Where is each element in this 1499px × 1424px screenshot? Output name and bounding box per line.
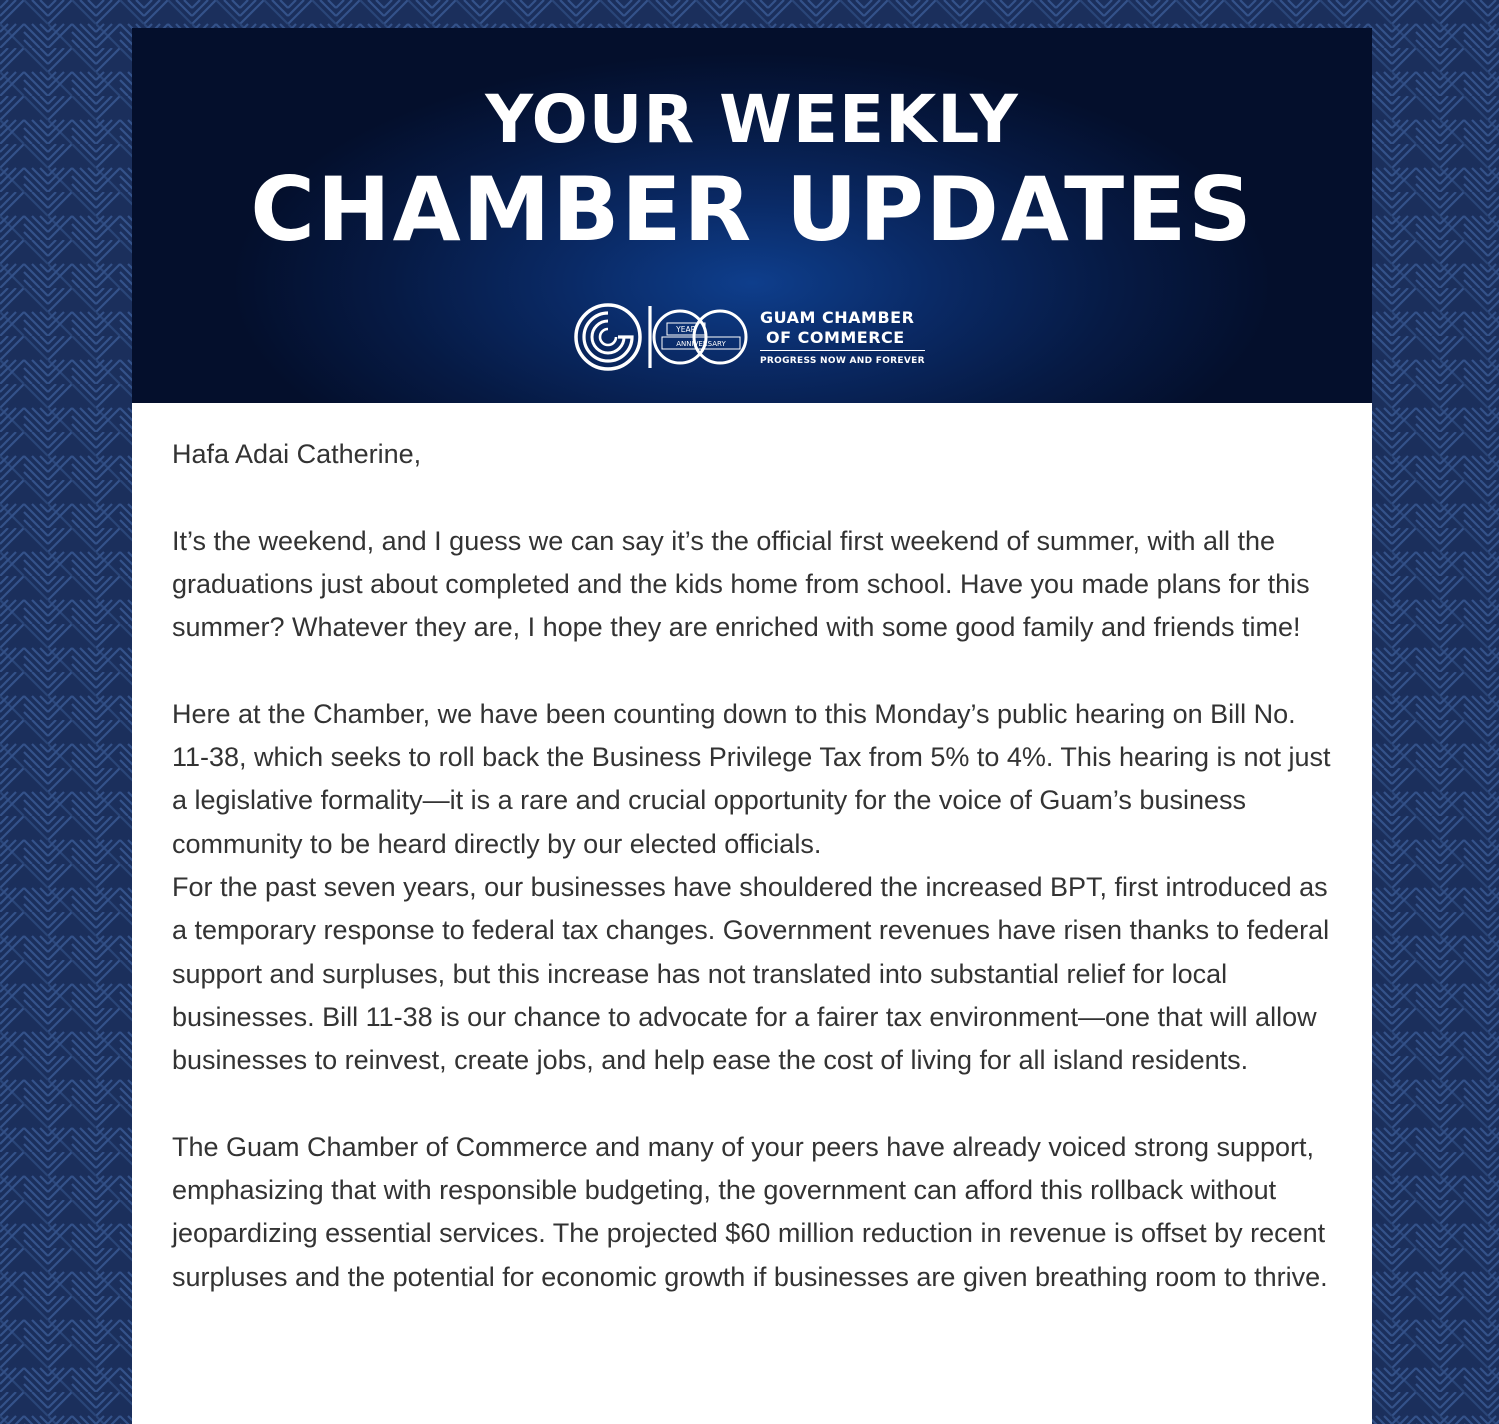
greeting: Hafa Adai Catherine, (172, 439, 422, 469)
logo-year-text: YEAR (676, 325, 696, 334)
letter-body (132, 403, 1372, 1299)
guam-chamber-logo (572, 300, 932, 374)
paragraph-summer: It’s the weekend, and I guess we can say it’s the official first weekend of summer, with all the graduations just about completed and the kids home from school. Have you made plans for this summer? Whatever they are, I hope they are enriched with some good family and friends time! (172, 525, 1310, 643)
paragraph-public-hearing: Here at the Chamber, we have been counting down to this Monday’s public hearing on Bill No. 11-38, which seeks to roll back the Business Privilege Tax from 5% to 4%. This hearing is not just a legislative formality—it is a rare and crucial opportunity for the voice of Guam’s business community to be heard directly by our elected officials. (172, 698, 1331, 859)
email-container (132, 28, 1372, 1424)
logo-name-line2: OF COMMERCE (760, 328, 925, 351)
banner-title-line2: CHAMBER UPDATES (250, 158, 1254, 261)
centennial-emblem-icon (572, 300, 752, 374)
logo-tagline: PROGRESS NOW AND FOREVER (760, 356, 925, 366)
paragraph-chamber-support: The Guam Chamber of Commerce and many of your peers have already voiced strong support, emphasizing that with responsible budgeting, the government can afford this rollback without jeopardizing essential services. The projected $60 million reduction in revenue is offset by recent surpluses and the potential for economic growth if businesses are given breathing room to thrive. (172, 1131, 1328, 1292)
logo-name-line1: GUAM CHAMBER (760, 308, 915, 327)
weekly-updates-banner (132, 28, 1372, 403)
banner-title-line1: YOUR WEEKLY (485, 81, 1019, 158)
logo-anniversary-text: ANNIVERSARY (676, 340, 726, 348)
logo-wordmark (760, 308, 925, 367)
paragraph-bpt-history: For the past seven years, our businesses have shouldered the increased BPT, first introduced as a temporary response to federal tax changes. Government revenues have risen thanks to federal support and surpluses, but this increase has not translated into substantial relief for local businesses. Bill 11-38 is our chance to advocate for a fairer tax environment—one that will allow businesses to reinvest, create jobs, and help ease the cost of living for all island residents. (172, 871, 1330, 1076)
